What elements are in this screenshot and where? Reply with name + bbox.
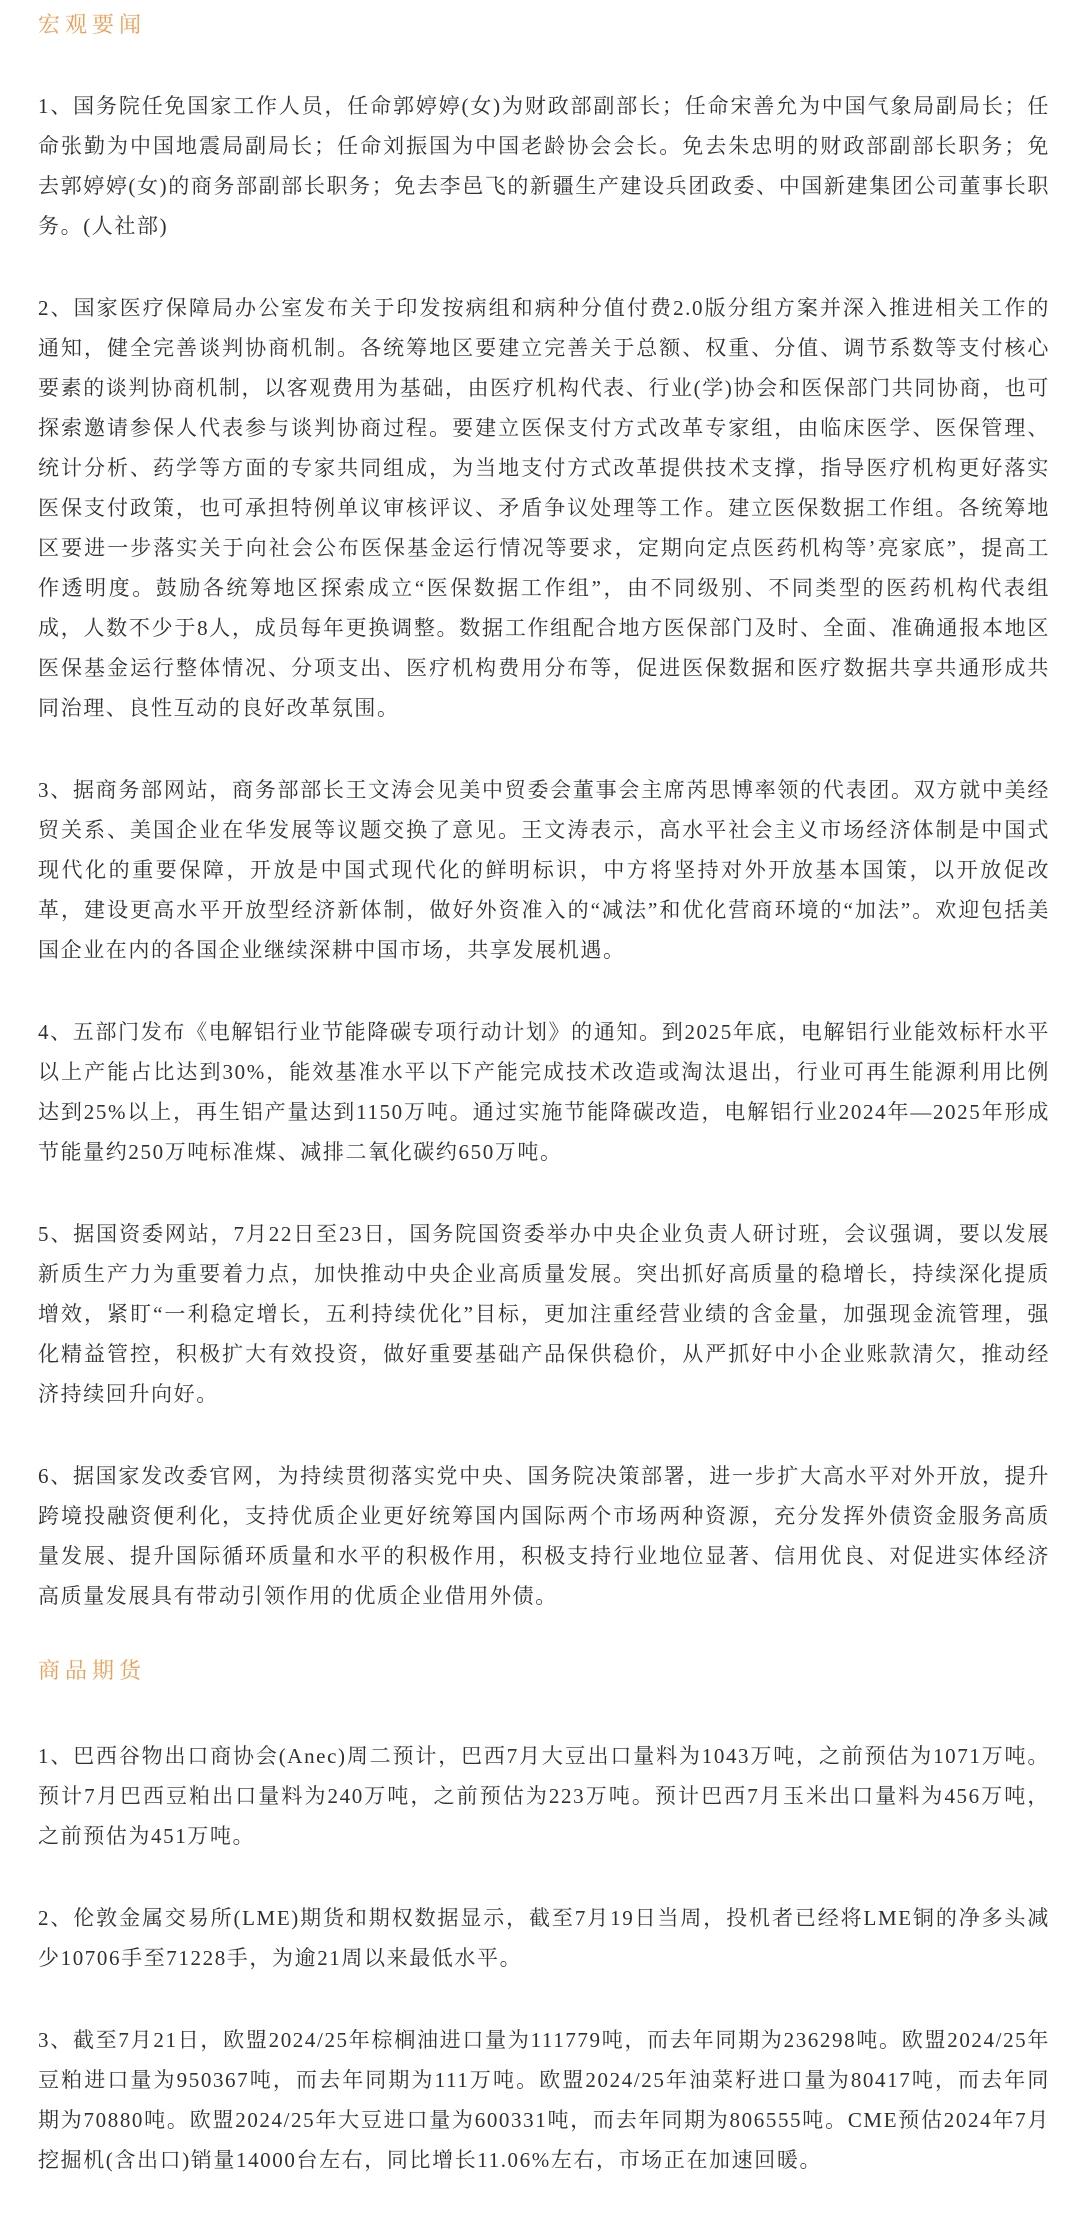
section-macro-news [38,12,1050,1616]
macro-news-paragraph-1: 1、国务院任免国家工作人员，任命郭婷婷(女)为财政部副部长；任命宋善允为中国气象局副局长；任命张勤为中国地震局副局长；任命刘振国为中国老龄协会会长。免去朱忠明的财政部副部长职务；免去郭婷婷(女)的商务部副部长职务；免去李邑飞的新疆生产建设兵团政委、中国新建集团公司董事长职务。(人社部) [38,94,1050,238]
section-title-macro-news: 宏观要闻 [38,12,147,37]
macro-news-paragraph-4: 4、五部门发布《电解铝行业节能降碳专项行动计划》的通知。到2025年底，电解铝行业能效标杆水平以上产能占比达到30%，能效基准水平以下产能完成技术改造或淘汰退出，行业可再生能源利用比例达到25%以上，再生铝产量达到1150万吨。通过实施节能降碳改造，电解铝行业2024年—2025年形成节能量约250万吨标准煤、减排二氧化碳约650万吨。 [38,1020,1050,1164]
commodity-futures-paragraph-1: 1、巴西谷物出口商协会(Anec)周二预计，巴西7月大豆出口量料为1043万吨，之前预估为1071万吨。预计7月巴西豆粕出口量料为240万吨，之前预估为223万吨。预计巴西7月玉米出口量料为456万吨，之前预估为451万吨。 [38,1744,1050,1848]
macro-news-paragraph-5: 5、据国资委网站，7月22日至23日，国务院国资委举办中央企业负责人研讨班，会议强调，要以发展新质生产力为重要着力点，加快推动中央企业高质量发展。突出抓好高质量的稳增长，持续深化提质增效，紧盯“一利稳定增长，五利持续优化”目标，更加注重经营业绩的含金量，加强现金流管理，强化精益管控，积极扩大有效投资，做好重要基础产品保供稳价，从严抓好中小企业账款清欠，推动经济持续回升向好。 [38,1222,1050,1406]
section-title-commodity-futures: 商品期货 [38,1658,147,1683]
macro-news-paragraph-2: 2、国家医疗保障局办公室发布关于印发按病组和病种分值付费2.0版分组方案并深入推进相关工作的通知，健全完善谈判协商机制。各统筹地区要建立完善关于总额、权重、分值、调节系数等支付核心要素的谈判协商机制，以客观费用为基础，由医疗机构代表、行业(学)协会和医保部门共同协商，也可探索邀请参保人代表参与谈判协商过程。要建立医保支付方式改革专家组，由临床医学、医保管理、统计分析、药学等方面的专家共同组成，为当地支付方式改革提供技术支撑，指导医疗机构更好落实医保支付政策，也可承担特例单议审核评议、矛盾争议处理等工作。建立医保数据工作组。各统筹地区要进一步落实关于向社会公布医保基金运行情况等要求，定期向定点医药机构等’亮家底”，提高工作透明度。鼓励各统筹地区探索成立“医保数据工作组”，由不同级别、不同类型的医药机构代表组成，人数不少于8人，成员每年更换调整。数据工作组配合地方医保部门及时、全面、准确通报本地区医保基金运行整体情况、分项支出、医疗机构费用分布等，促进医保数据和医疗数据共享共通形成共同治理、良性互动的良好改革氛围。 [38,296,1050,720]
commodity-futures-paragraph-3: 3、截至7月21日，欧盟2024/25年棕榈油进口量为111779吨，而去年同期为236298吨。欧盟2024/25年豆粕进口量为950367吨，而去年同期为111万吨。欧盟2024/25年油菜籽进口量为80417吨，而去年同期为70880吨。欧盟2024/25年大豆进口量为600331吨，而去年同期为806555吨。CME预估2024年7月挖掘机(含出口)销量14000台左右，同比增长11.06%左右，市场正在加速回暖。 [38,2028,1050,2172]
section-commodity-futures [38,1658,1050,2180]
macro-news-paragraph-3: 3、据商务部网站，商务部部长王文涛会见美中贸委会董事会主席芮思博率领的代表团。双方就中美经贸关系、美国企业在华发展等议题交换了意见。王文涛表示，高水平社会主义市场经济体制是中国式现代化的重要保障，开放是中国式现代化的鲜明标识，中方将坚持对外开放基本国策，以开放促改革，建设更高水平开放型经济新体制，做好外资准入的“减法”和优化营商环境的“加法”。欢迎包括美国企业在内的各国企业继续深耕中国市场，共享发展机遇。 [38,778,1050,962]
commodity-futures-paragraph-2: 2、伦敦金属交易所(LME)期货和期权数据显示，截至7月19日当周，投机者已经将LME铜的净多头减少10706手至71228手，为逾21周以来最低水平。 [38,1906,1050,1970]
macro-news-paragraph-6: 6、据国家发改委官网，为持续贯彻落实党中央、国务院决策部署，进一步扩大高水平对外开放，提升跨境投融资便利化，支持优质企业更好统筹国内国际两个市场两种资源，充分发挥外债资金服务高质量发展、提升国际循环质量和水平的积极作用，积极支持行业地位显著、信用优良、对促进实体经济高质量发展具有带动引领作用的优质企业借用外债。 [38,1464,1050,1608]
